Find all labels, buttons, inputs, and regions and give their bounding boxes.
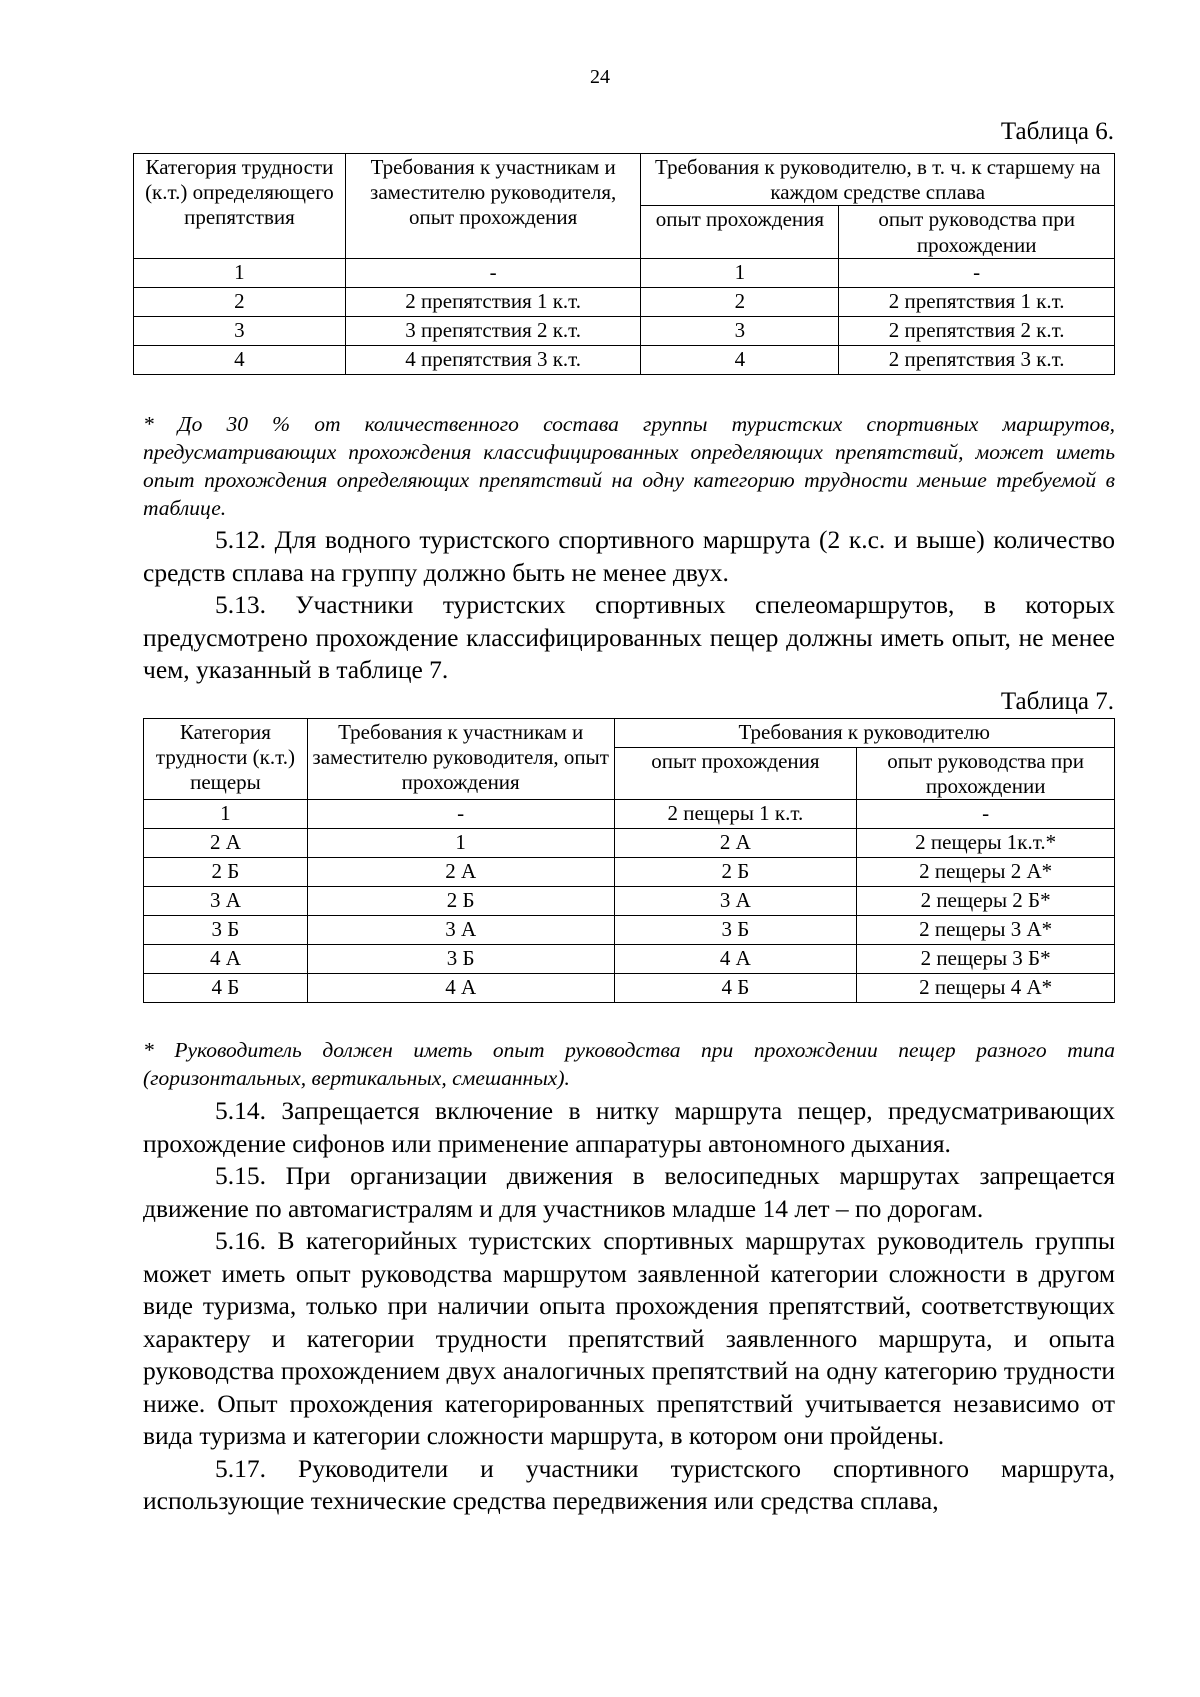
table-row	[144, 916, 1115, 945]
table-cell: -	[839, 258, 1115, 287]
table-cell: 3 препятствия 2 к.т.	[345, 316, 641, 345]
table-7-header-category: Категория трудности (к.т.) пещеры	[144, 719, 308, 800]
paragraphs-b	[143, 1095, 1115, 1518]
table-7-caption: Таблица 7.	[1000, 688, 1114, 715]
table-cell: 2 Б	[307, 887, 614, 916]
table-6-note: * До 30 % от количественного состава группы туристских спортивных маршрутов, предусматривающих прохождения классифицированных определяющих препятствий, может иметь опыт прохождения определяющих препятствий на одну категорию трудности меньше требуемой в таблице.	[143, 412, 1115, 520]
table-cell: 3 А	[614, 887, 857, 916]
table-cell: 2 пещеры 4 А*	[857, 974, 1115, 1003]
table-cell: -	[345, 258, 641, 287]
paragraph-5-17: 5.17. Руководители и участники туристского спортивного маршрута, использующие технические средства передвижения или средства сплава,	[143, 1453, 1115, 1515]
table-cell: 2 пещеры 2 А*	[857, 858, 1115, 887]
table-cell: 3 Б	[614, 916, 857, 945]
table-row	[134, 316, 1115, 345]
table-cell: 4 А	[144, 945, 308, 974]
table-cell: 2 препятствия 2 к.т.	[839, 316, 1115, 345]
table-7-header-leadership: опыт руководства при прохождении	[857, 748, 1115, 800]
table-row	[144, 858, 1115, 887]
table-cell: 3 Б	[307, 945, 614, 974]
table-cell: 2 препятствия 1 к.т.	[839, 287, 1115, 316]
table-row	[144, 829, 1115, 858]
table-cell: 4 препятствия 3 к.т.	[345, 345, 641, 374]
table-cell: 2 А	[144, 829, 308, 858]
table-cell: 4	[641, 345, 839, 374]
table-cell: 4 А	[307, 974, 614, 1003]
table-6-header-category: Категория трудности (к.т.) определяющего препятствия	[134, 154, 346, 259]
table-cell: 1	[144, 800, 308, 829]
table-6-caption: Таблица 6.	[1000, 118, 1114, 145]
table-7-header-participants: Требования к участникам и заместителю руководителя, опыт прохождения	[307, 719, 614, 800]
table-cell: 2 пещеры 3 А*	[857, 916, 1115, 945]
table-7	[143, 718, 1115, 1003]
table-cell: 2 пещеры 1 к.т.	[614, 800, 857, 829]
paragraph-5-12: 5.12. Для водного туристского спортивного маршрута (2 к.с. и выше) количество средств сплава на группу должно быть не менее двух.	[143, 525, 1115, 587]
table-cell: 3	[641, 316, 839, 345]
table-cell: 1	[641, 258, 839, 287]
table-cell: 2 А	[614, 829, 857, 858]
table-7-header-experience: опыт прохождения	[614, 748, 857, 800]
paragraph-5-15: 5.15. При организации движения в велосипедных маршрутах запрещается движение по автомагистралям и для участников младше 14 лет – по дорогам.	[143, 1161, 1115, 1223]
table-row	[134, 258, 1115, 287]
table-row	[144, 800, 1115, 829]
table-row	[144, 945, 1115, 974]
table-row	[144, 887, 1115, 916]
table-cell: 2 Б	[144, 858, 308, 887]
table-cell: 2 А	[307, 858, 614, 887]
table-row	[134, 287, 1115, 316]
table-cell: -	[307, 800, 614, 829]
table-cell: 2 пещеры 3 Б*	[857, 945, 1115, 974]
table-cell: 3 Б	[144, 916, 308, 945]
table-cell: 2 пещеры 1к.т.*	[857, 829, 1115, 858]
table-cell: 3 А	[144, 887, 308, 916]
table-6-header-experience: опыт прохождения	[641, 206, 839, 258]
table-6-header-leader: Требования к руководителю, в т. ч. к старшему на каждом средстве сплава	[641, 154, 1115, 206]
table-6-header-leadership: опыт руководства при прохождении	[839, 206, 1115, 258]
table-cell: 1	[307, 829, 614, 858]
table-cell: 2 препятствия 3 к.т.	[839, 345, 1115, 374]
paragraph-5-16: 5.16. В категорийных туристских спортивных маршрутах руководитель группы может иметь опыт руководства маршрутом заявленной категории сложности в другом виде туризма, только при наличии опыта прохождения препятствий, соответствующих характеру и категории трудности препятствий заявленного маршрута, и опыта руководства прохождением двух аналогичных препятствий на одну категорию трудности ниже. Опыт прохождения категорированных препятствий учитывается независимо от вида туризма и категории сложности маршрута, в котором они пройдены.	[143, 1226, 1115, 1450]
table-cell: 2 пещеры 2 Б*	[857, 887, 1115, 916]
table-6-header-participants: Требования к участникам и заместителю руководителя, опыт прохождения	[345, 154, 641, 259]
table-cell: 4 А	[614, 945, 857, 974]
paragraph-5-13: 5.13. Участники туристских спортивных спелеомаршрутов, в которых предусмотрено прохождение классифицированных пещер должны иметь опыт, не менее чем, указанный в таблице 7.	[143, 590, 1115, 684]
paragraphs-a	[143, 524, 1115, 687]
table-cell: 2 препятствия 1 к.т.	[345, 287, 641, 316]
table-cell: 2	[134, 287, 346, 316]
table-row	[144, 974, 1115, 1003]
table-cell: 4	[134, 345, 346, 374]
table-cell: 2	[641, 287, 839, 316]
table-cell: 3 А	[307, 916, 614, 945]
table-cell: 2 Б	[614, 858, 857, 887]
page-number: 24	[590, 66, 610, 88]
table-cell: 4 Б	[614, 974, 857, 1003]
table-row	[134, 345, 1115, 374]
table-cell: 3	[134, 316, 346, 345]
table-cell: 1	[134, 258, 346, 287]
table-cell: -	[857, 800, 1115, 829]
table-6	[133, 153, 1115, 375]
table-7-note: * Руководитель должен иметь опыт руководства при прохождении пещер разного типа (горизонтальных, вертикальных, смешанных).	[143, 1038, 1115, 1090]
paragraph-5-14: 5.14. Запрещается включение в нитку маршрута пещер, предусматривающих прохождение сифонов или применение аппаратуры автономного дыхания.	[143, 1096, 1115, 1158]
table-cell: 4 Б	[144, 974, 308, 1003]
table-7-header-leader: Требования к руководителю	[614, 719, 1115, 748]
